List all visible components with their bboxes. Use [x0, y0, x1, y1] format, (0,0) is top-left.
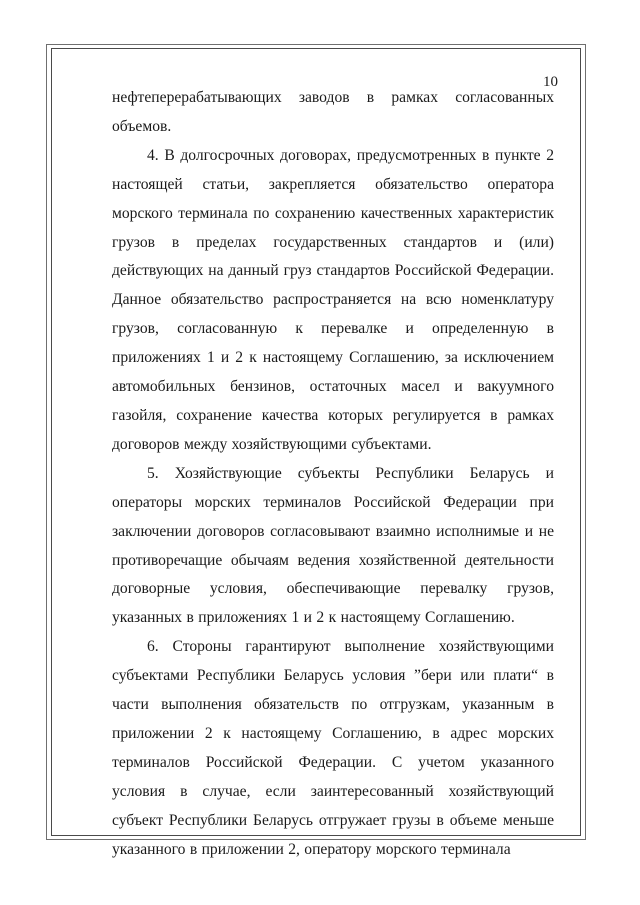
- page-number: 10: [543, 74, 558, 90]
- paragraph-continuation: нефтеперерабатывающих заводов в рамках согласованных объемов.: [112, 89, 554, 135]
- paragraph-item-5: 5. Хозяйствующие субъекты Республики Беларусь и операторы морских терминалов Российской Федерации при заключении договоров согласовывают взаимно исполнимые и не противоречащие обычаям ведения хозяйственной деятельности договорные условия, обеспечивающие перевалку грузов, указанных в приложениях 1 и 2 к настоящему Соглашению.: [112, 464, 554, 627]
- paragraph-item-6: 6. Стороны гарантируют выполнение хозяйствующими субъектами Республики Беларусь условия ”бери или плати“ в части выполнения обязательств по отгрузкам, указанным в приложении 2 к настоящему Соглашению, в адрес морских терминалов Российской Федерации. С учетом указанного условия в случае, если заинтересованный хозяйствующий субъект Республики Беларусь отгружает грузы в объеме меньше указанного в приложении 2, оператору морского терминала: [112, 638, 554, 858]
- document-body: [112, 84, 554, 864]
- paragraph-item-4: 4. В долгосрочных договорах, предусмотренных в пункте 2 настоящей статьи, закрепляется обязательство оператора морского терминала по сохранению качественных характеристик грузов в пределах государственных стандартов и (или) действующих на данный груз стандартов Российской Федерации. Данное обязательство распространяется на всю номенклатуру грузов, согласованную к перевалке и определенную в приложениях 1 и 2 к настоящему Соглашению, за исключением автомобильных бензинов, остаточных масел и вакуумного газойля, сохранение качества которых регулируется в рамках договоров между хозяйствующими субъектами.: [112, 146, 554, 453]
